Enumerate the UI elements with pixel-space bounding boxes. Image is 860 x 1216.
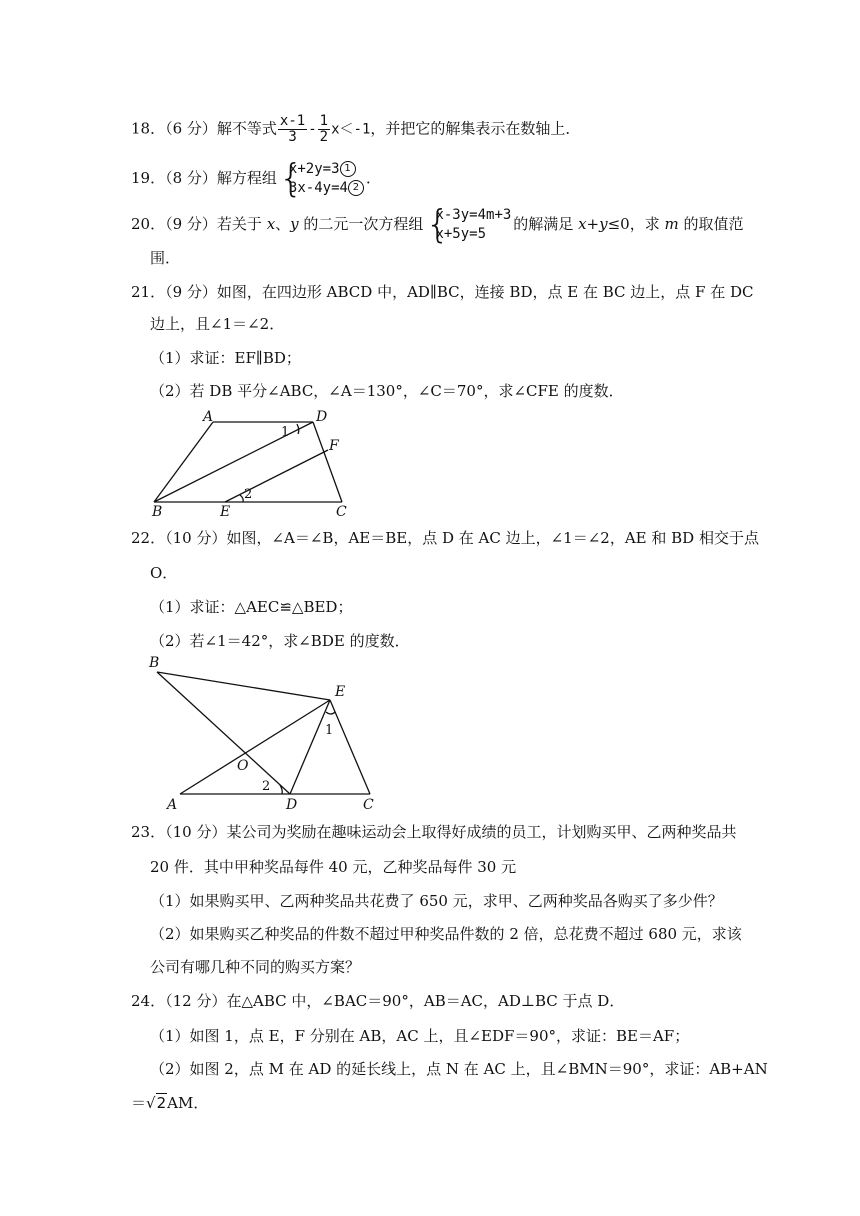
question-score: （8 分） [165,169,217,187]
label-d: D [286,797,298,812]
sqrt-expression: √2 [146,1094,167,1112]
question-number: 20． [131,215,166,233]
figure-quadrilateral-abcd [140,410,360,520]
label-e: E [335,684,346,700]
fraction-1: $\frac{x-1}{3}$ [279,113,306,145]
inequality-tail: x＜-1 [331,121,371,138]
question-score: （10 分） [165,823,227,841]
question-score: （10 分） [165,529,227,547]
circled-number: 1 [340,161,356,177]
question-score: （12 分） [165,992,227,1010]
label-a: A [203,410,214,425]
label-angle-1: 1 [325,723,334,738]
question-score: （9 分） [165,283,217,301]
question-24-part2-tail: ＝√2AM． [131,1094,209,1112]
equation-1: x+2y=3 [288,161,340,177]
variable-y: y [290,215,299,233]
label-angle-2: 2 [244,487,253,502]
question-number: 24． [131,992,166,1010]
circled-number: 2 [348,180,364,196]
left-brace-icon: { [278,156,304,200]
question-23-part2a: （2）如果购买乙种奖品的件数不超过甲种奖品件数的 2 倍，总花费不超过 680 元，求该 [150,925,742,943]
question-22-part1: （1）求证：△AEC≌△BED； [150,598,353,616]
question-18 [131,114,580,145]
label-a: A [167,797,178,812]
variable-m: m [664,215,679,233]
label-c: C [363,797,374,812]
question-22-part2: （2）若∠1＝42°，求∠BDE 的度数． [150,632,410,650]
question-21-part2: （2）若 DB 平分∠ABC，∠A＝130°，∠C＝70°，求∠CFE 的度数． [150,382,624,400]
radical-sign-icon: √ [146,1094,156,1112]
question-text: 某公司为奖励在趣味运动会上取得好成绩的员工，计划购买甲、乙两种奖品共 [226,823,737,841]
question-22-line2: O． [150,564,178,582]
segment-ab [154,422,213,502]
question-suffix: ，并把它的解集表示在数轴上． [370,119,581,138]
segment-de [290,700,330,794]
question-23 [131,822,736,842]
question-23-part1: （1）如果购买甲、乙两种奖品共花费了 650 元，求甲、乙两种奖品各购买了多少件？ [150,892,723,910]
question-score: （9 分） [165,215,217,233]
question-prefix: 解不等式 [216,119,277,138]
question-23-line2: 20 件．其中甲种奖品每件 40 元，乙种奖品每件 30 元 [150,858,517,876]
question-21-line2: 边上，且∠1＝∠2． [150,315,285,333]
question-21 [131,282,753,302]
figure-triangles [140,652,390,812]
equation-2: x+5y=5 [435,226,487,242]
label-b: B [149,655,160,671]
question-text: 在△ABC 中，∠BAC＝90°，AB＝AC，AD⊥BC 于点 D． [226,992,625,1010]
question-20-line2: 围． [150,249,181,267]
label-d: D [316,410,328,425]
question-20: 20．（9 分）若关于 x、y 的二元一次方程组 { x-3y=4m+3 x+5y=5 的解满足 x+y≤0，求 m 的取值范 [131,202,744,246]
question-text: 如图，∠A＝∠B，AE＝BE，点 D 在 AC 边上，∠1＝∠2，AE 和 BD 相交于点 [226,529,759,547]
question-23-part2b: 公司有哪几种不同的购买方案？ [150,958,361,976]
label-f: F [329,438,339,454]
question-24-part2: （2）如图 2，点 M 在 AD 的延长线上，点 N 在 AC 上，且∠BMN＝90°，求证：AB+AN [150,1060,768,1078]
variable-x: x [266,215,276,233]
question-24-part1: （1）如图 1，点 E，F 分别在 AB，AC 上，且∠EDF＝90°，求证：BE＝AF； [150,1027,690,1045]
label-b: B [152,504,163,520]
label-angle-1: 1 [281,425,290,440]
label-c: C [336,504,347,520]
question-22 [131,528,759,548]
angle-2-arc [240,495,243,502]
question-number: 23． [131,823,166,841]
question-number: 18． [131,119,166,138]
equation-1: x-3y=4m+3 [435,207,512,223]
label-e: E [220,504,231,520]
equation-2: 3x-4y=4 [288,180,348,196]
segment-ec [330,700,370,794]
question-21-part1: （1）求证：EF∥BD； [150,349,301,367]
segment-dc [313,422,342,502]
condition-expr: x+y [578,215,608,233]
question-prefix: 解方程组 [216,169,277,187]
fraction-2: $\frac{1}{2}$ [319,113,329,145]
question-number: 19． [131,169,166,187]
question-number: 21． [131,283,166,301]
equation-system [425,202,512,246]
minus-sign: - [308,121,317,138]
label-o: O [237,758,249,774]
question-19 [131,156,381,200]
equation-system [278,156,364,200]
question-text: 如图，在四边形 ABCD 中，AD∥BC，连接 BD，点 E 在 BC 边上，点 F 在 DC [216,283,754,301]
question-score: （6 分） [165,119,217,138]
question-24 [131,991,624,1011]
label-angle-2: 2 [262,779,271,794]
angle-1-arc [326,712,335,714]
left-brace-icon: { [425,202,450,246]
question-suffix: ． [365,169,381,187]
question-number: 22． [131,529,166,547]
